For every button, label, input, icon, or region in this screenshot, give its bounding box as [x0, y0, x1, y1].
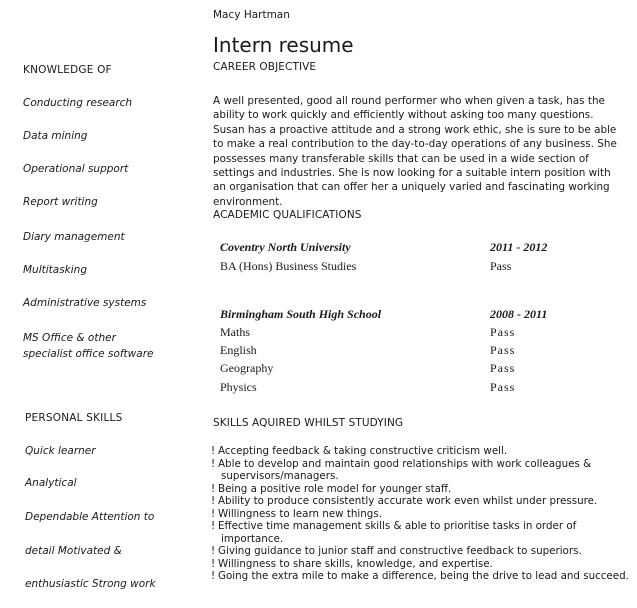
skill-text: Ability to produce consistently accurate work even whilst under pressure.	[218, 495, 598, 507]
skill-text: importance.	[221, 532, 284, 545]
knowledge-item: Data mining	[23, 130, 88, 142]
knowledge-item: Diary management	[23, 231, 125, 243]
bullet-marker: !	[211, 445, 216, 457]
subject-name: Geography	[220, 361, 274, 375]
bullet-marker: !	[211, 520, 216, 532]
skill-list-item	[211, 545, 629, 558]
skill-text: Accepting feedback & taking constructive criticism well.	[218, 445, 508, 457]
skill-list-item	[211, 470, 629, 483]
knowledge-item: Conducting research	[23, 97, 133, 109]
knowledge-item: Administrative systems	[23, 297, 147, 309]
academic-heading: ACADEMIC QUALIFICATIONS	[213, 209, 362, 221]
skill-text: Giving guidance to junior staff and constructive feedback to superiors.	[218, 545, 582, 557]
bullet-marker: !	[211, 557, 216, 570]
skill-list-item	[211, 445, 629, 458]
skill-text: Effective time management skills & able to prioritise tasks in order of	[218, 520, 577, 532]
career-objective-heading: CAREER OBJECTIVE	[213, 61, 317, 73]
skill-text: Able to develop and maintain good relationships with work colleagues &	[218, 457, 592, 470]
skill-list-item	[211, 570, 629, 583]
knowledge-heading: KNOWLEDGE OF	[23, 64, 112, 76]
subject-result: Pass	[490, 361, 516, 375]
skills-list	[211, 445, 629, 583]
skill-list-item	[211, 520, 629, 533]
subject-name: Maths	[220, 325, 250, 339]
knowledge-item: specialist office software	[23, 348, 154, 360]
personal-skills-heading: PERSONAL SKILLS	[25, 412, 123, 424]
career-objective-text: A well presented, good all round performer who when given a task, has the ability to work quickly and efficiently without asking too many questions. Susan has a proactive attitude and a strong work ethic, she is sure to be able to make a real contribution to the day-to-day operations of any business. She possesses many transferable skills that can be used in a wide section of settings and industries. She is now looking for a suitable intern position with an organisation that can offer her a uniquely varied and fascinating working environment.	[213, 95, 617, 208]
subject-result: Pass	[490, 325, 516, 339]
knowledge-item: Operational support	[23, 163, 129, 175]
personal-skill-item: Quick learner	[25, 445, 96, 457]
personal-skill-item: enthusiastic Strong work	[25, 578, 156, 590]
skill-list-item	[211, 495, 629, 508]
knowledge-item: Multitasking	[23, 264, 88, 276]
skill-list-item	[211, 508, 629, 521]
skill-list-item	[211, 458, 629, 471]
skill-text: Willingness to share skills, knowledge, and expertise.	[218, 557, 493, 570]
subject-result: Pass	[490, 259, 512, 273]
knowledge-item: Report writing	[23, 196, 98, 208]
skill-list-item	[211, 483, 629, 496]
page-title: Intern resume	[213, 33, 354, 57]
subject-name: Physics	[220, 380, 257, 394]
personal-skill-item: detail Motivated &	[25, 545, 122, 557]
bullet-marker: !	[211, 570, 216, 582]
skill-text: Being a positive role model for younger staff.	[218, 482, 452, 495]
subject-result: Pass	[490, 380, 516, 394]
school-years: 2011 - 2012	[490, 240, 548, 254]
school-years: 2008 - 2011	[490, 307, 548, 321]
bullet-marker: !	[211, 507, 216, 520]
subject-result: Pass	[490, 343, 516, 357]
bullet-marker: !	[211, 457, 216, 470]
skill-text: Going the extra mile to make a difference, being the drive to lead and succeed.	[218, 570, 629, 582]
knowledge-item: MS Office & other	[23, 332, 116, 344]
school-name: Coventry North University	[220, 240, 351, 254]
personal-skill-item: Dependable Attention to	[25, 511, 155, 523]
skill-list-item	[211, 533, 629, 546]
personal-skill-item: Analytical	[25, 477, 77, 489]
skill-list-item	[211, 558, 629, 571]
bullet-marker: !	[211, 545, 216, 557]
skill-text: supervisors/managers.	[221, 470, 339, 482]
bullet-marker: !	[211, 482, 216, 495]
school-name: Birmingham South High School	[220, 307, 382, 321]
skill-text: Willingness to learn new things.	[218, 507, 382, 520]
bullet-marker: !	[211, 495, 216, 507]
candidate-name: Macy Hartman	[213, 9, 290, 21]
subject-name: English	[220, 343, 257, 357]
skills-heading: SKILLS AQUIRED WHILST STUDYING	[213, 417, 404, 429]
subject-name: BA (Hons) Business Studies	[220, 259, 357, 273]
